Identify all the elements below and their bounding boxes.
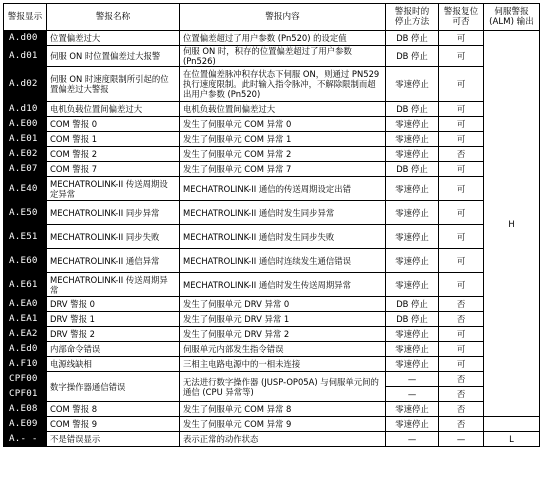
reset-allowed: 否 <box>439 372 484 387</box>
table-row <box>4 147 540 162</box>
reset-allowed: 可 <box>439 117 484 132</box>
reset-allowed: 可 <box>439 249 484 273</box>
alarm-content: 发生了伺服单元 COM 异常 2 <box>180 147 386 162</box>
reset-allowed: 否 <box>439 402 484 417</box>
table-row <box>4 67 540 102</box>
alarm-name: COM 警报 8 <box>47 402 180 417</box>
alarm-code: A.d02 <box>4 67 47 102</box>
header-reset: 警报复位 可否 <box>439 4 484 31</box>
alarm-code: A.EA1 <box>4 312 47 327</box>
alarm-content: 三相主电路电源中的一相未连接 <box>180 357 386 372</box>
reset-allowed: 可 <box>439 201 484 225</box>
alarm-name: COM 警报 2 <box>47 147 180 162</box>
alarm-content: 表示正常的动作状态 <box>180 432 386 447</box>
table-row <box>4 162 540 177</box>
alm-output-last: L <box>484 432 540 447</box>
alarm-name: MECHATROLINK-II 传送周期设定异常 <box>47 177 180 201</box>
alarm-name: COM 警报 7 <box>47 162 180 177</box>
header-row <box>4 4 540 31</box>
alm-output-main: H <box>484 31 540 417</box>
alarm-name: DRV 警报 0 <box>47 297 180 312</box>
table-row <box>4 177 540 201</box>
alarm-content: 发生了伺服单元 COM 异常 8 <box>180 402 386 417</box>
alarm-code: CPF01 <box>4 387 47 402</box>
alarm-name: 电机负载位置间偏差过大 <box>47 102 180 117</box>
stop-method: DB 停止 <box>386 297 439 312</box>
reset-allowed: 否 <box>439 297 484 312</box>
alarm-code: A.EA2 <box>4 327 47 342</box>
table-row <box>4 249 540 273</box>
alarm-content: 发生了伺服单元 COM 异常 0 <box>180 117 386 132</box>
table-row <box>4 273 540 297</box>
stop-method: 零速停止 <box>386 327 439 342</box>
reset-allowed: 可 <box>439 273 484 297</box>
alarm-name: DRV 警报 1 <box>47 312 180 327</box>
stop-method: 零速停止 <box>386 132 439 147</box>
header-alm: 伺服警报 (ALM) 输出 <box>484 4 540 31</box>
stop-method: DB 停止 <box>386 312 439 327</box>
alarm-name: COM 警报 0 <box>47 117 180 132</box>
alarm-code: A.E60 <box>4 249 47 273</box>
alarm-content: MECHATROLINK-II 通信的传送周期设定出错 <box>180 177 386 201</box>
stop-method: 零速停止 <box>386 117 439 132</box>
alarm-content: MECHATROLINK-II 通信时连续发生通信错误 <box>180 249 386 273</box>
reset-allowed: 可 <box>439 132 484 147</box>
table-row <box>4 312 540 327</box>
alarm-name: 伺服 ON 时速度限制所引起的位置偏差过大警报 <box>47 67 180 102</box>
alarm-code: A.d00 <box>4 31 47 46</box>
alarm-content: MECHATROLINK-II 通信时发生传送周期异常 <box>180 273 386 297</box>
alarm-content: 发生了伺服单元 COM 异常 9 <box>180 417 386 432</box>
table-row <box>4 357 540 372</box>
stop-method: 零速停止 <box>386 357 439 372</box>
alarm-content: MECHATROLINK-II 通信时发生同步异常 <box>180 201 386 225</box>
reset-allowed: — <box>439 432 484 447</box>
alarm-code: CPF00 <box>4 372 47 387</box>
alarm-code: A.E09 <box>4 417 47 432</box>
stop-method: 零速停止 <box>386 273 439 297</box>
alarm-code: A.Ed0 <box>4 342 47 357</box>
alarm-code: A.- - <box>4 432 47 447</box>
alarm-code: A.E51 <box>4 225 47 249</box>
table-row <box>4 417 540 432</box>
table-row <box>4 102 540 117</box>
alarm-name: 数字操作器通信错误 <box>47 372 180 402</box>
header-name: 警报名称 <box>47 4 180 31</box>
stop-method: — <box>386 372 439 387</box>
alarm-code: A.d01 <box>4 46 47 67</box>
alarm-content: 在位置偏差脉冲积存状态下伺服 ON，则通过 PN529 执行速度限制。此时输入指令脉冲，不解除限制而超出用户参数 (Pn520) <box>180 67 386 102</box>
reset-allowed: 可 <box>439 342 484 357</box>
reset-allowed: 可 <box>439 67 484 102</box>
alarm-code: A.E01 <box>4 132 47 147</box>
table-row <box>4 117 540 132</box>
alarm-content: 伺服单元内部发生指令错误 <box>180 342 386 357</box>
alarm-code: A.E50 <box>4 201 47 225</box>
alarm-content: 发生了伺服单元 DRV 异常 2 <box>180 327 386 342</box>
alarm-code: A.d10 <box>4 102 47 117</box>
table-row <box>4 297 540 312</box>
reset-allowed: 否 <box>439 312 484 327</box>
alarm-name: MECHATROLINK-II 传送周期异常 <box>47 273 180 297</box>
alm-output-blank <box>484 417 540 432</box>
reset-allowed: 可 <box>439 177 484 201</box>
table-row <box>4 327 540 342</box>
alarm-code: A.E61 <box>4 273 47 297</box>
alarm-name: 位置偏差过大 <box>47 31 180 46</box>
table-row <box>4 342 540 357</box>
reset-allowed: 否 <box>439 147 484 162</box>
alarm-name: COM 警报 9 <box>47 417 180 432</box>
table-row <box>4 201 540 225</box>
alarm-name: 电源线缺相 <box>47 357 180 372</box>
header-content: 警报内容 <box>180 4 386 31</box>
alarm-code: A.E00 <box>4 117 47 132</box>
header-stop: 警报时的 停止方法 <box>386 4 439 31</box>
stop-method: 零速停止 <box>386 201 439 225</box>
alarm-content: 伺服 ON 时，积存的位置偏差超过了用户参数 (Pn526) <box>180 46 386 67</box>
table-row <box>4 432 540 447</box>
stop-method: 零速停止 <box>386 147 439 162</box>
alarm-name: 伺服 ON 时位置偏差过大报警 <box>47 46 180 67</box>
table-row <box>4 46 540 67</box>
reset-allowed: 可 <box>439 225 484 249</box>
reset-allowed: 可 <box>439 327 484 342</box>
reset-allowed: 可 <box>439 357 484 372</box>
alarm-name: COM 警报 1 <box>47 132 180 147</box>
stop-method: DB 停止 <box>386 162 439 177</box>
stop-method: 零速停止 <box>386 417 439 432</box>
stop-method: 零速停止 <box>386 249 439 273</box>
alarm-code: A.EA0 <box>4 297 47 312</box>
stop-method: — <box>386 387 439 402</box>
alarm-code: A.E40 <box>4 177 47 201</box>
table-row <box>4 225 540 249</box>
reset-allowed: 否 <box>439 387 484 402</box>
alarm-content: 位置偏差超过了用户参数 (Pn520) 的设定值 <box>180 31 386 46</box>
alarm-name: 内部命令错误 <box>47 342 180 357</box>
alarm-code: A.E08 <box>4 402 47 417</box>
stop-method: 零速停止 <box>386 177 439 201</box>
reset-allowed: 可 <box>439 31 484 46</box>
alarm-code: A.F10 <box>4 357 47 372</box>
alarm-content: 发生了伺服单元 DRV 异常 1 <box>180 312 386 327</box>
table-row <box>4 402 540 417</box>
alarm-name: MECHATROLINK-II 通信异常 <box>47 249 180 273</box>
alarm-content: 电机负载位置间偏差过大 <box>180 102 386 117</box>
table-row <box>4 132 540 147</box>
alarm-name: MECHATROLINK-II 同步异常 <box>47 201 180 225</box>
alarm-code: A.E02 <box>4 147 47 162</box>
alarm-content: 发生了伺服单元 COM 异常 1 <box>180 132 386 147</box>
alarm-code: A.E07 <box>4 162 47 177</box>
stop-method: — <box>386 432 439 447</box>
alarm-content: 发生了伺服单元 COM 异常 7 <box>180 162 386 177</box>
alarm-name: DRV 警报 2 <box>47 327 180 342</box>
stop-method: 零速停止 <box>386 225 439 249</box>
header-code: 警报显示 <box>4 4 47 31</box>
alarm-name: MECHATROLINK-II 同步失败 <box>47 225 180 249</box>
alarm-content: MECHATROLINK-II 通信时发生同步失败 <box>180 225 386 249</box>
stop-method: DB 停止 <box>386 102 439 117</box>
stop-method: 零速停止 <box>386 402 439 417</box>
table-row <box>4 31 540 46</box>
alarm-table <box>3 3 540 447</box>
alarm-name: 不是错误显示 <box>47 432 180 447</box>
stop-method: 零速停止 <box>386 67 439 102</box>
alarm-content: 无法进行数字操作器 (JUSP-OP05A) 与伺服单元间的通信 (CPU 异常等) <box>180 372 386 402</box>
reset-allowed: 否 <box>439 417 484 432</box>
reset-allowed: 可 <box>439 162 484 177</box>
stop-method: 零速停止 <box>386 342 439 357</box>
reset-allowed: 可 <box>439 46 484 67</box>
stop-method: DB 停止 <box>386 31 439 46</box>
stop-method: DB 停止 <box>386 46 439 67</box>
alarm-content: 发生了伺服单元 DRV 异常 0 <box>180 297 386 312</box>
reset-allowed: 可 <box>439 102 484 117</box>
table-row <box>4 372 540 387</box>
